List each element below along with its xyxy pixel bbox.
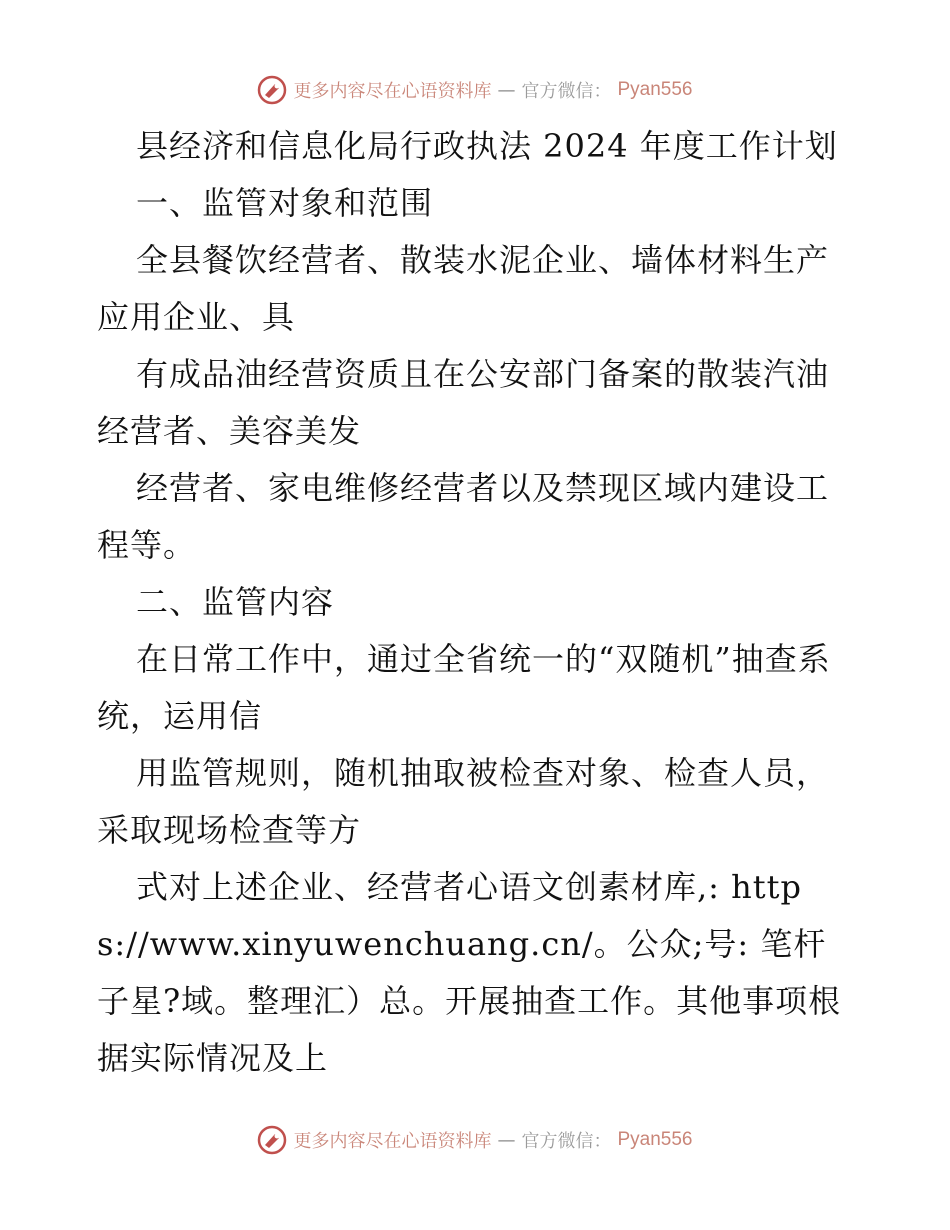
paragraph: 全县餐饮经营者、散装水泥企业、墙体材料生产应用企业、具	[97, 241, 830, 336]
paragraph: 有成品油经营资质且在公安部门备案的散装汽油经营者、美容美发	[97, 355, 830, 450]
paragraph: 式对上述企业、经营者心语文创素材库,: https://www.xinyuwenchuang.cn/。公众;号: 笔杆子星?域。整理汇）总。开展抽查工作。其他事项根据实际情况及上	[97, 868, 842, 1077]
paragraph: 在日常工作中，通过全省统一的“双随机”抽查系统，运用信	[97, 640, 831, 735]
watermark-text: 更多内容尽在心语资料库	[293, 1131, 492, 1152]
paragraph: 经营者、家电维修经营者以及禁现区域内建设工程等。	[97, 469, 830, 564]
pen-logo-icon	[257, 75, 287, 105]
paragraph: 用监管规则，随机抽取被检查对象、检查人员，采取现场检查等方	[97, 754, 830, 849]
watermark-text: 更多内容尽在心语资料库	[293, 81, 492, 102]
watermark-wechat-label: 官方微信：	[521, 81, 612, 102]
watermark-wechat-id: Pyan556	[617, 79, 693, 100]
watermark-separator: —	[497, 1129, 516, 1151]
watermark-wechat-label: 官方微信：	[521, 1131, 612, 1152]
document-body	[97, 118, 852, 1087]
watermark-separator: —	[497, 79, 516, 101]
pen-logo-icon	[257, 1125, 287, 1155]
section-heading-2: 二、监管内容	[136, 583, 335, 621]
section-heading-1: 一、监管对象和范围	[136, 184, 434, 222]
watermark-wechat-id: Pyan556	[617, 1129, 693, 1150]
footer-watermark	[0, 1123, 950, 1157]
document-title: 县经济和信息化局行政执法 2024 年度工作计划	[136, 127, 838, 165]
header-watermark	[0, 73, 950, 107]
